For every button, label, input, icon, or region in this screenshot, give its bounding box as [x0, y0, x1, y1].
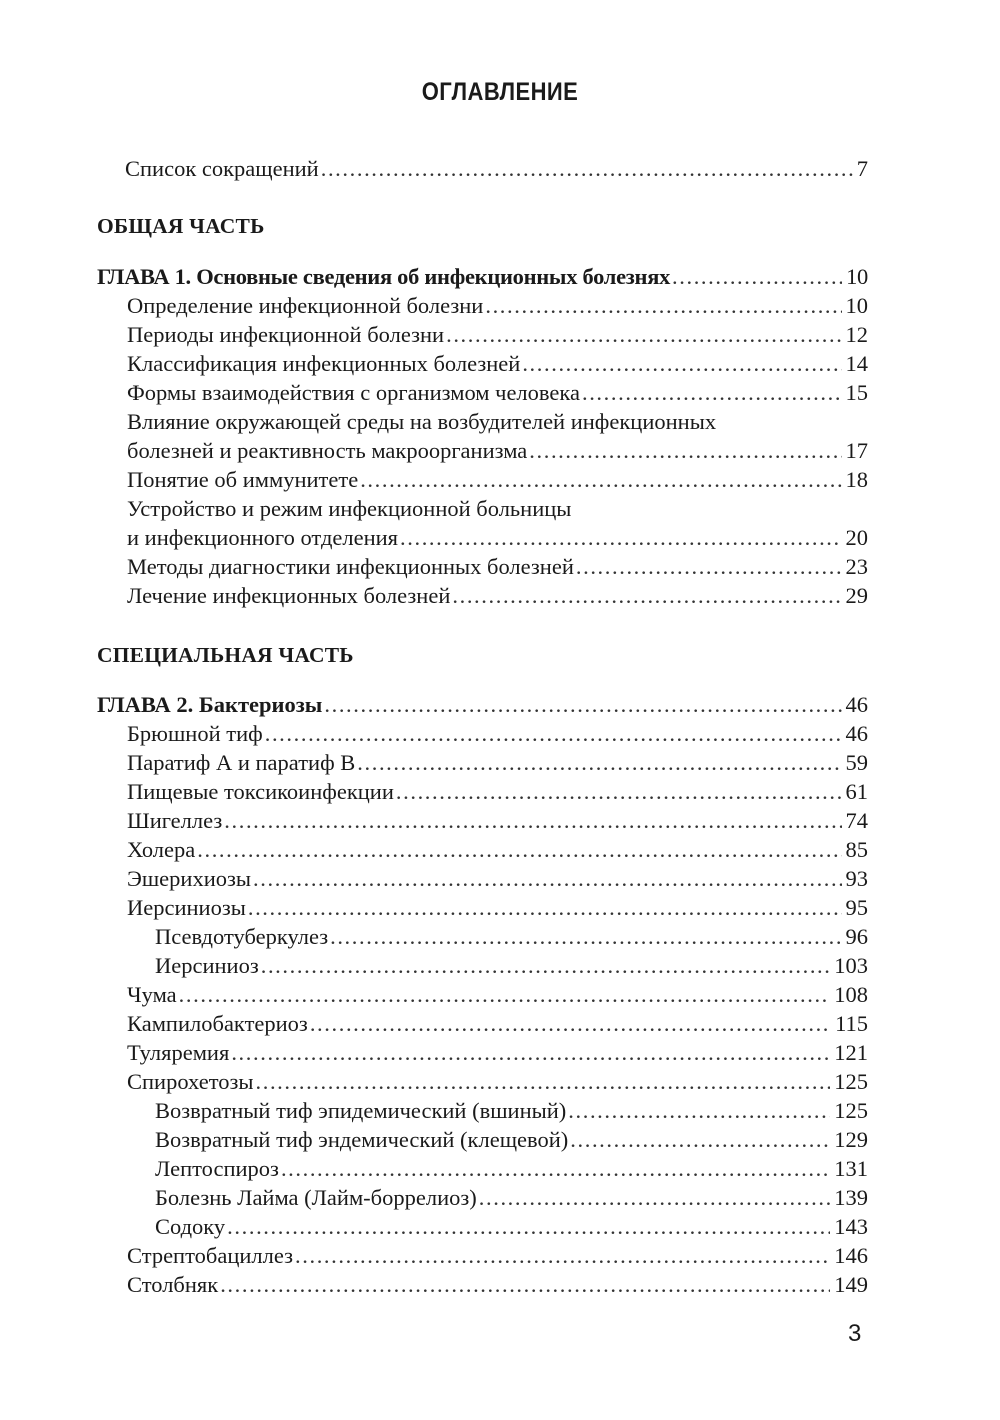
toc-entry-page: 7: [856, 156, 868, 181]
toc-entry-page: 15: [845, 380, 868, 405]
toc-entry-page: 146: [834, 1243, 868, 1268]
dot-leader: [248, 893, 842, 923]
toc-chapter-label: ГЛАВА 2. Бактериозы: [97, 692, 323, 717]
page-title: ОГЛАВЛЕНИЕ: [421, 78, 579, 106]
toc-entry-label: Болезнь Лайма (Лайм-боррелиоз): [155, 1185, 477, 1210]
dot-leader: [570, 1125, 830, 1155]
dot-leader: [330, 922, 841, 952]
dot-leader: [396, 777, 842, 807]
toc-subentry[interactable]: [155, 922, 868, 952]
toc-entry[interactable]: [127, 835, 868, 865]
toc-entry-label: Холера: [127, 837, 196, 862]
dot-leader: [224, 806, 841, 836]
section-heading-special: СПЕЦИАЛЬНАЯ ЧАСТЬ: [97, 643, 354, 667]
dot-leader: [295, 1241, 830, 1271]
dot-leader: [179, 980, 831, 1010]
toc-entry-page: 108: [834, 982, 868, 1007]
toc-entry-page: 10: [845, 293, 868, 318]
toc-entry-label: Иерсиниозы: [127, 895, 246, 920]
toc-entry[interactable]: [127, 378, 868, 408]
toc-subentry[interactable]: [155, 1212, 868, 1242]
toc-entry-page: 12: [845, 322, 868, 347]
toc-entry[interactable]: [127, 777, 868, 807]
toc-entry-page: 125: [834, 1069, 868, 1094]
toc-entry-label: болезней и реактивность макроорганизма: [127, 438, 528, 463]
dot-leader: [227, 1212, 830, 1242]
toc-entry-page: 95: [845, 895, 868, 920]
toc-entry-abbreviations[interactable]: [125, 154, 868, 184]
toc-entry[interactable]: [127, 980, 868, 1010]
dot-leader: [576, 552, 842, 582]
toc-entry[interactable]: [127, 719, 868, 749]
dot-leader: [253, 864, 841, 894]
toc-entry-label-line1: Влияние окружающей среды на возбудителей инфекционных: [127, 409, 717, 434]
toc-entry-label: Лептоспироз: [155, 1156, 279, 1181]
toc-entry-label: Паратиф А и паратиф В: [127, 750, 356, 775]
dot-leader: [220, 1270, 830, 1300]
toc-entry-label: Шигеллез: [127, 808, 223, 833]
toc-entry-page: 14: [845, 351, 868, 376]
toc-entry-page: 29: [845, 583, 868, 608]
dot-leader: [568, 1096, 830, 1126]
dot-leader: [324, 690, 841, 720]
toc-entry[interactable]: [127, 523, 868, 553]
toc-entry[interactable]: [127, 1067, 868, 1097]
toc-entry-page: 46: [845, 721, 868, 746]
toc-entry-page: 115: [835, 1011, 868, 1036]
toc-entry-page: 125: [834, 1098, 868, 1123]
toc-entry-page: 143: [834, 1214, 868, 1239]
toc-entry-label: Туляремия: [127, 1040, 230, 1065]
toc-entry-page: 121: [834, 1040, 868, 1065]
toc-entry-page: 18: [845, 467, 868, 492]
toc-entry-label: Стрептобациллез: [127, 1243, 294, 1268]
dot-leader: [197, 835, 841, 865]
dot-leader: [479, 1183, 830, 1213]
toc-entry-label: Формы взаимодействия с организмом человека: [127, 380, 580, 405]
toc-entry-label: Методы диагностики инфекционных болезней: [127, 554, 574, 579]
toc-entry-label: Периоды инфекционной болезни: [127, 322, 445, 347]
toc-entry-page: 93: [845, 866, 868, 891]
toc-entry-label: Спирохетозы: [127, 1069, 254, 1094]
toc-entry-page: 129: [834, 1127, 868, 1152]
dot-leader: [321, 154, 853, 184]
dot-leader: [522, 349, 841, 379]
toc-subentry[interactable]: [155, 1183, 868, 1213]
toc-entry-page: 103: [834, 953, 868, 978]
dot-leader: [452, 581, 841, 611]
dot-leader: [357, 748, 841, 778]
toc-entry[interactable]: [127, 806, 868, 836]
toc-entry[interactable]: [127, 1009, 868, 1039]
toc-entry-label: Понятие об иммунитете: [127, 467, 359, 492]
toc-subentry[interactable]: [155, 1154, 868, 1184]
toc-entry-label: Чума: [127, 982, 177, 1007]
toc-entry[interactable]: [127, 436, 868, 466]
toc-chapter-page: 46: [845, 692, 868, 717]
toc-subentry[interactable]: [155, 1096, 868, 1126]
toc-entry-label: Возвратный тиф эндемический (клещевой): [155, 1127, 569, 1152]
toc-entry[interactable]: [127, 893, 868, 923]
toc-entry[interactable]: [127, 291, 868, 321]
toc-entry-label: Лечение инфекционных болезней: [127, 583, 451, 608]
toc-entry-label: Содоку: [155, 1214, 226, 1239]
section-heading-general: ОБЩАЯ ЧАСТЬ: [97, 214, 265, 238]
toc-chapter-label: ГЛАВА 1. Основные сведения об инфекционных болезнях: [97, 264, 671, 289]
toc-entry[interactable]: [127, 552, 868, 582]
toc-entry-page: 149: [834, 1272, 868, 1297]
toc-entry-page: 61: [845, 779, 868, 804]
dot-leader: [265, 719, 842, 749]
dot-leader: [446, 320, 841, 350]
toc-entry-page: 74: [845, 808, 868, 833]
toc-entry[interactable]: [127, 1241, 868, 1271]
toc-subentry[interactable]: [155, 1125, 868, 1155]
toc-entry[interactable]: [127, 748, 868, 778]
dot-leader: [256, 1067, 831, 1097]
toc-entry-label-line1: Устройство и режим инфекционной больницы: [127, 496, 572, 521]
dot-leader: [231, 1038, 830, 1068]
toc-entry-page: 17: [845, 438, 868, 463]
toc-entry-label: Определение инфекционной болезни: [127, 293, 484, 318]
toc-chapter-1[interactable]: [97, 262, 868, 292]
toc-chapter-page: 10: [846, 264, 868, 289]
toc-entry-label: Кампилобактериоз: [127, 1011, 308, 1036]
toc-entry-page: 20: [845, 525, 868, 550]
toc-entry-page: 131: [834, 1156, 868, 1181]
toc-entry-page: 85: [845, 837, 868, 862]
toc-entry-label: Псевдотуберкулез: [155, 924, 329, 949]
toc-entry-page: 139: [834, 1185, 868, 1210]
toc-entry[interactable]: [127, 864, 868, 894]
page-number: 3: [848, 1320, 862, 1347]
toc-entry-page: 59: [845, 750, 868, 775]
toc-entry-label: Брюшной тиф: [127, 721, 263, 746]
dot-leader: [281, 1154, 830, 1184]
dot-leader: [529, 436, 841, 466]
toc-entry-label: и инфекционного отделения: [127, 525, 399, 550]
toc-entry-label: Возвратный тиф эпидемический (вшиный): [155, 1098, 567, 1123]
toc-entry[interactable]: [127, 320, 868, 350]
toc-subentry[interactable]: [155, 951, 868, 981]
toc-entry-label: Иерсиниоз: [155, 953, 259, 978]
dot-leader: [261, 951, 831, 981]
toc-entry-label: Столбняк: [127, 1272, 219, 1297]
toc-entry-label: Классификация инфекционных болезней: [127, 351, 521, 376]
toc-entry-label: Пищевые токсикоинфекции: [127, 779, 394, 804]
dot-leader: [485, 291, 841, 321]
toc-entry[interactable]: [127, 1270, 868, 1300]
toc-entry-page: 96: [845, 924, 868, 949]
toc-entry-page: 23: [845, 554, 868, 579]
toc-entry[interactable]: [127, 581, 868, 611]
dot-leader: [360, 465, 841, 495]
dot-leader: [310, 1009, 831, 1039]
toc-entry-label: Список сокращений: [125, 156, 319, 181]
toc-entry[interactable]: [127, 1038, 868, 1068]
dot-leader: [672, 262, 842, 292]
toc-entry-label: Эшерихиозы: [127, 866, 252, 891]
toc-entry[interactable]: [127, 465, 868, 495]
dot-leader: [400, 523, 841, 553]
toc-chapter-2[interactable]: [97, 690, 868, 720]
dot-leader: [582, 378, 842, 408]
toc-entry[interactable]: [127, 349, 868, 379]
